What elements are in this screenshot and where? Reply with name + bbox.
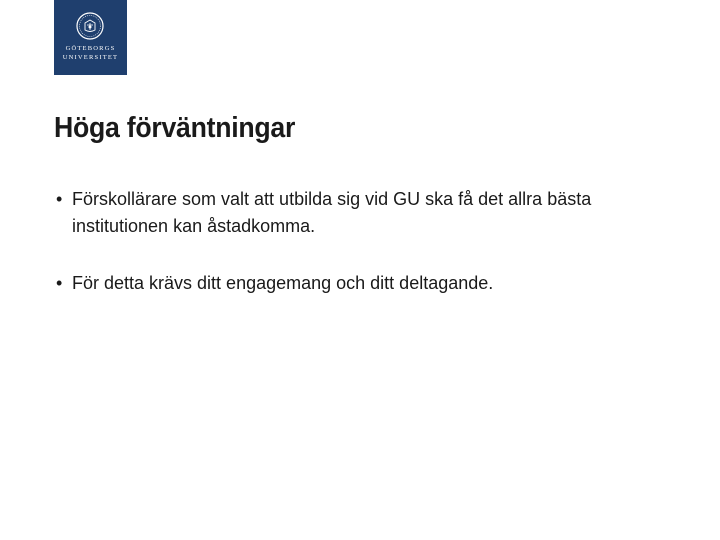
- bullet-marker: •: [56, 273, 63, 293]
- logo-text-line2: UNIVERSITET: [62, 54, 119, 61]
- university-seal-icon: [76, 12, 104, 40]
- university-logo: [54, 0, 127, 75]
- bullet-marker: •: [56, 189, 63, 209]
- bullet-item: [54, 186, 654, 240]
- slide-title: Höga förväntningar: [54, 112, 296, 144]
- bullet-list: [54, 186, 654, 327]
- bullet-text: Förskollärare som valt att utbilda sig vid GU ska få det allra bästa institutionen kan åstadkomma.: [72, 189, 592, 236]
- bullet-item: [54, 270, 654, 297]
- logo-text-line1: GÖTEBORGS: [65, 45, 116, 52]
- bullet-text: För detta krävs ditt engagemang och ditt deltagande.: [72, 273, 494, 293]
